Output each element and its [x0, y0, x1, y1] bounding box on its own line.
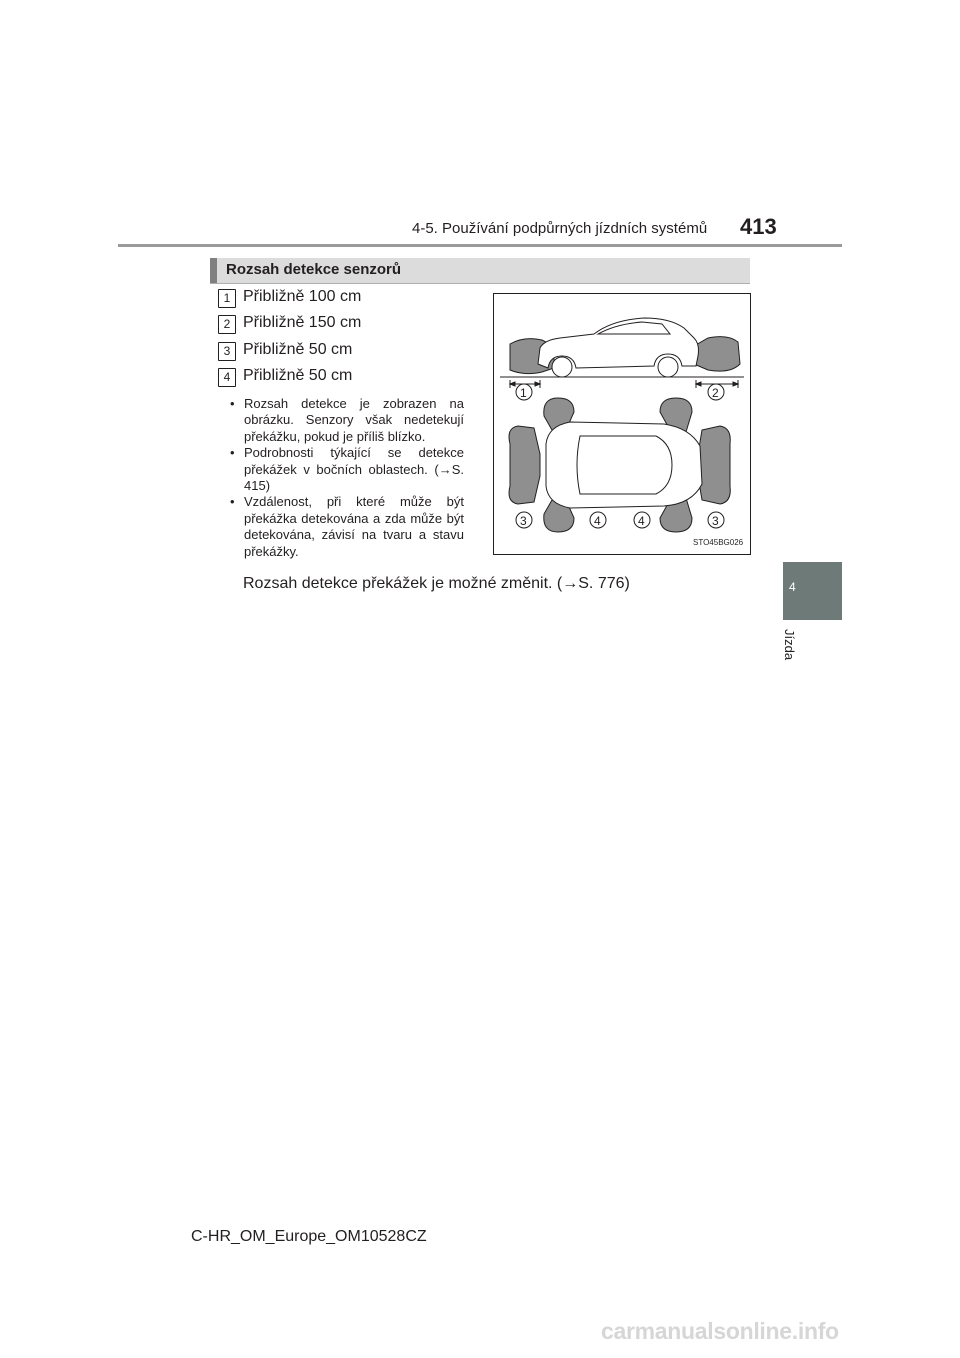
footer-doc-id: C-HR_OM_Europe_OM10528CZ [191, 1228, 427, 1245]
callout-1 [516, 384, 532, 400]
item-text: Přibližně 100 cm [243, 288, 362, 305]
car-top-body [546, 422, 702, 508]
bullet-item: • Podrobnosti týkající se detekce překážek v bočních oblastech. (→S. 415) [230, 445, 464, 494]
header-title: 4-5. Používání podpůrných jízdních systémů [412, 220, 708, 237]
item-number-box: 3 [218, 342, 236, 361]
top-view [509, 398, 730, 532]
range-change-note: Rozsah detekce překážek je možné změnit. (→S. 776) [243, 575, 630, 592]
svg-text:1: 1 [520, 386, 527, 400]
dimension-lines [510, 380, 738, 388]
bullet-item: • Rozsah detekce je zobrazen na obrázku. Senzory však nedetekují překážku, pokud je příliš blízko. [230, 396, 464, 444]
sensor-range-figure [493, 293, 751, 555]
item-number-box: 1 [218, 289, 236, 308]
bullet-text: Podrobnosti týkající se detekce překážek v bočních oblastech. (→S. 415) [244, 445, 464, 494]
section-rule [210, 283, 750, 284]
chapter-number: 4 [789, 580, 796, 594]
svg-text:4: 4 [638, 514, 645, 528]
item-text: Přibližně 150 cm [243, 314, 362, 331]
rear-wheel [552, 357, 572, 377]
bullet-item: • Vzdálenost, při které může být překážka detekována a zda může být detekována, závisí na tvaru a stavu překážky. [230, 494, 464, 559]
front-zone-top [698, 426, 730, 504]
callout-4-left [590, 512, 606, 528]
item-number-box: 2 [218, 315, 236, 334]
bullet-text: Vzdálenost, při které může být překážka detekována a zda může být detekována, závisí na tvaru a stavu překážky. [244, 494, 464, 559]
header-rule [118, 244, 842, 247]
figure-id: STO45BG026 [693, 538, 744, 547]
callout-3-right [708, 512, 724, 528]
side-view [510, 318, 740, 377]
front-zone-side [694, 337, 740, 371]
callout-3-left [516, 512, 532, 528]
svg-text:2: 2 [712, 386, 719, 400]
section-accent [210, 258, 217, 283]
section-title: Rozsah detekce senzorů [226, 261, 402, 278]
rear-zone-top [509, 426, 540, 504]
chapter-label [779, 629, 809, 669]
svg-text:3: 3 [712, 514, 719, 528]
item-text: Přibližně 50 cm [243, 341, 353, 358]
section-header [210, 258, 750, 283]
svg-text:3: 3 [520, 514, 527, 528]
bullet-text: Rozsah detekce je zobrazen na obrázku. Senzory však nedetekují překážku, pokud je příliš blízko. [244, 396, 464, 444]
svg-text:4: 4 [594, 514, 601, 528]
item-number-box: 4 [218, 368, 236, 387]
callout-2 [708, 384, 724, 400]
callout-4-right [634, 512, 650, 528]
front-wheel [658, 357, 678, 377]
bullet-list [228, 396, 464, 560]
page-number: 413 [740, 214, 777, 239]
chapter-label-text: Jízda [782, 629, 797, 661]
item-text: Přibližně 50 cm [243, 367, 353, 384]
watermark: carmanualsonline.info [601, 1318, 839, 1344]
